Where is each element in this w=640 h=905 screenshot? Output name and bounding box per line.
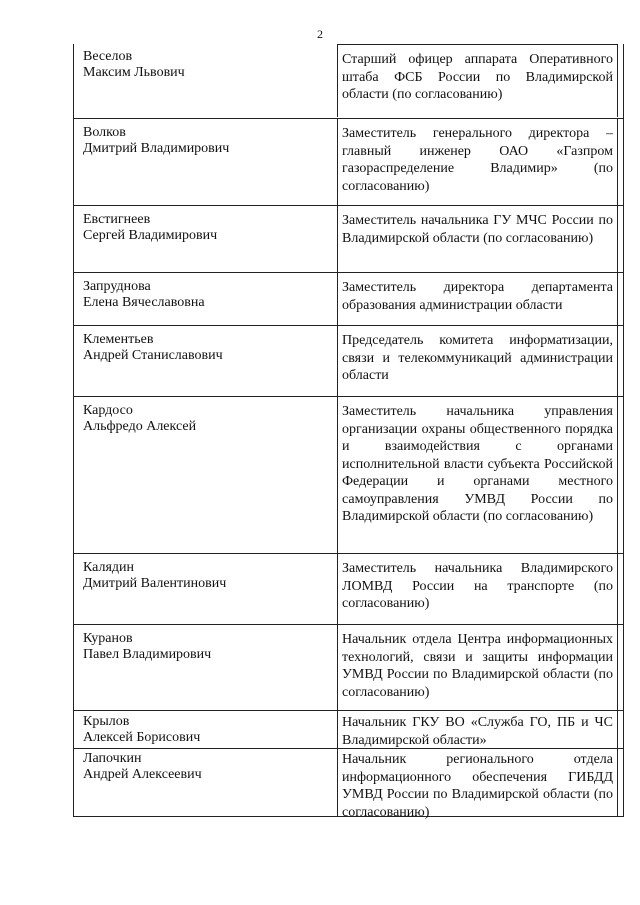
person-name [83, 631, 323, 663]
table-row [74, 553, 623, 625]
person-surname: Калядин [83, 560, 135, 575]
position-cell [337, 44, 618, 117]
person-given-names: Дмитрий Владимирович [83, 141, 230, 156]
person-name [83, 751, 323, 783]
person-given-names: Максим Львович [83, 65, 185, 80]
person-position: Начальник ГКУ ВО «Служба ГО, ПБ и ЧС Владимирской области» [342, 715, 613, 748]
person-name [83, 49, 323, 81]
person-surname: Лапочкин [83, 751, 142, 766]
person-surname: Клементьев [83, 332, 154, 347]
table-row [74, 272, 623, 326]
table-row [74, 710, 623, 749]
person-name [83, 560, 323, 592]
person-position: Заместитель начальника управления организации охраны общественного порядка и взаимодействия с органами исполнительной власти субъекта Российской Федерации и органами местного самоуправления УМВД России по Владимирской области (по согласованию) [342, 404, 613, 524]
members-table [73, 44, 624, 820]
person-surname: Крылов [83, 714, 130, 729]
person-position: Начальник регионального отдела информационного обеспечения ГИБДД УМВД России по Владимирской области (по согласованию) [342, 752, 613, 820]
position-cell [337, 749, 618, 820]
person-position: Начальник отдела Центра информационных технологий, связи и защиты информации УМВД России по Владимирской области (по согласованию) [342, 632, 613, 700]
person-name [83, 714, 323, 746]
person-position: Заместитель начальника ГУ МЧС России по Владимирской области (по согласованию) [342, 213, 613, 246]
person-given-names: Алексей Борисович [83, 730, 201, 745]
person-surname: Куранов [83, 631, 133, 646]
person-position: Заместитель генерального директора – главный инженер ОАО «Газпром газораспределение Владимир» (по согласованию) [342, 126, 613, 194]
person-surname: Веселов [83, 49, 133, 64]
person-surname: Евстигнеев [83, 212, 151, 227]
page-number: 2 [317, 27, 323, 41]
person-surname: Запруднова [83, 279, 151, 294]
person-name [83, 279, 323, 311]
position-cell [337, 119, 618, 205]
person-position: Заместитель начальника Владимирского ЛОМВД России на транспорте (по согласованию) [342, 561, 613, 611]
table-row [74, 118, 623, 206]
person-surname: Волков [83, 125, 126, 140]
table-row [74, 748, 623, 820]
table-row [74, 325, 623, 397]
person-given-names: Павел Владимирович [83, 647, 212, 662]
person-given-names: Елена Вячеславовна [83, 295, 205, 310]
position-cell [337, 625, 618, 710]
person-name [83, 212, 323, 244]
person-position: Старший офицер аппарата Оперативного штаба ФСБ России по Владимирской области (по согласованию) [342, 52, 613, 102]
position-cell [337, 711, 618, 748]
table-row [74, 205, 623, 273]
position-cell [337, 397, 618, 553]
table-row [74, 44, 623, 118]
table-row [74, 396, 623, 554]
person-name [83, 403, 323, 435]
person-position: Председатель комитета информатизации, связи и телекоммуникаций администрации области [342, 333, 613, 383]
person-given-names: Андрей Алексеевич [83, 767, 202, 782]
person-given-names: Сергей Владимирович [83, 228, 218, 243]
person-given-names: Альфредо Алексей [83, 419, 197, 434]
position-cell [337, 326, 618, 396]
position-cell [337, 273, 618, 325]
person-name [83, 125, 323, 157]
position-cell [337, 206, 618, 272]
person-surname: Кардосо [83, 403, 133, 418]
table-row [74, 624, 623, 711]
position-cell [337, 554, 618, 624]
person-given-names: Дмитрий Валентинович [83, 576, 227, 591]
person-position: Заместитель директора департамента образования администрации области [342, 280, 613, 313]
person-given-names: Андрей Станиславович [83, 348, 223, 363]
person-name [83, 332, 323, 364]
